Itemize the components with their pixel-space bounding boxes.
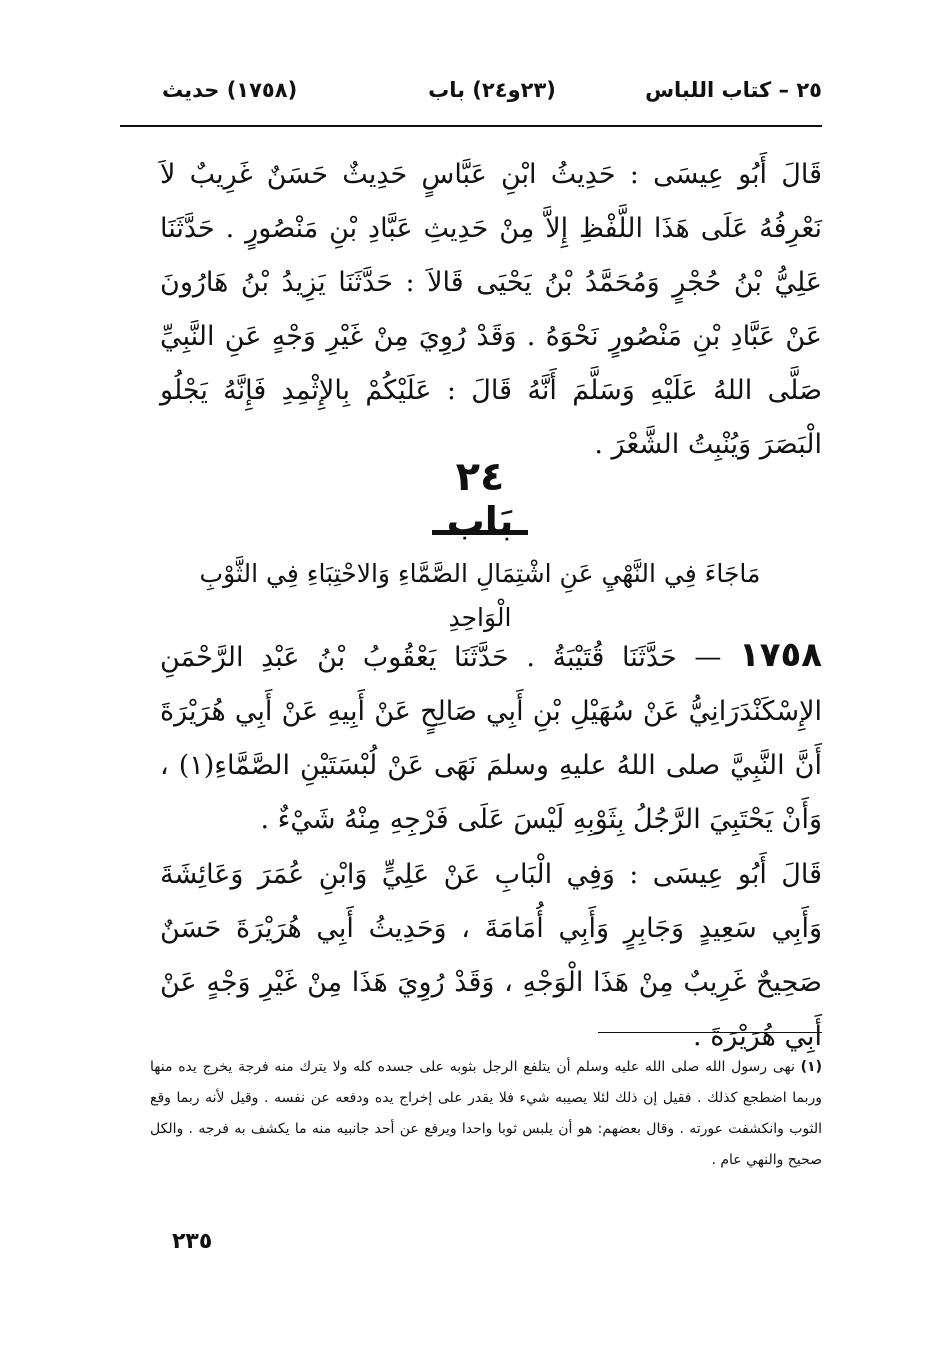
chapter-number: ٢٤ <box>455 454 505 500</box>
footnote-rule <box>598 1032 822 1033</box>
running-header <box>162 70 822 114</box>
chapter-heading-underline <box>432 530 528 535</box>
chapter-title: مَاجَاءَ فِي النَّهْيِ عَنِ اشْتِمَالِ الصَّمَّاءِ وَالاحْتِبَاءِ فِي الثَّوْبِ الْوَاحِدِ <box>199 559 761 632</box>
header-chapter-range: (٢٣و٢٤) باب <box>428 78 556 102</box>
hadith-number: ١٧٥٨ <box>738 635 822 675</box>
commentary-paragraph-2: قَالَ أَبُو عِيسَى : وَفِي الْبَابِ عَنْ عَلِيٍّ وَابْنِ عُمَرَ وَعَائِشَةَ وَأَبِي سَعِيدٍ وَجَابِرٍ وَأَبِي أُمَامَةَ ، وَحَدِيثُ أَبِي هُرَيْرَةَ حَسَنٌ صَحِيحٌ غَرِيبٌ مِنْ هَذَا الْوَجْهِ ، وَقَدْ رُوِيَ هَذَا مِنْ غَيْرِ وَجْهٍ عَنْ أَبِي هُرَيْرَةَ . <box>160 859 822 1052</box>
hadith-text: — حَدَّثَنَا قُتَيْبَةُ . حَدَّثَنَا يَعْقُوبُ بْنُ عَبْدِ الرَّحْمَنِ الإِسْكَنْدَرَانِيُّ عَنْ سُهَيْلِ بْنِ أَبِي صَالِحٍ عَنْ أَبِيهِ عَنْ أَبِي هُرَيْرَةَ أَنَّ النَّبِيَّ صلى اللهُ عليهِ وسلمَ نَهَى عَنْ لُبْسَتَيْنِ الصَّمَّاءِ(١) ، وَأَنْ يَحْتَبِيَ الرَّجُلُ بِثَوْبِهِ لَيْسَ عَلَى فَرْجِهِ مِنْهُ شَيْءٌ . <box>160 642 822 835</box>
chapter-heading-bab: بَاب <box>446 499 514 543</box>
footnote-marker: (١) <box>800 1059 822 1075</box>
header-book-title: ٢٥ – كتاب اللباس <box>645 78 822 102</box>
hadith-paragraph <box>160 628 822 847</box>
footnote <box>150 1052 822 1176</box>
footnote-text: نهى رسول الله صلى الله عليه وسلم أن يتلفع الرجل بثوبه على جسده كله ولا يترك منه فرجة يخرج يده منها وربما اضطجع كذلك . فقيل إن ذلك لئلا يصيبه شيء فلا يقدر على إخراج يده ودفعه عن نفسه . وقيل لأنه ربما وقع الثوب وانكشفت عورته . وقال بعضهم: هو أن يلبس ثوبا واحدا ويرفع عن أحد جانبيه منه ما يكشف به فرجه . والكل صحيح والنهي عام . <box>150 1059 822 1168</box>
header-rule <box>120 125 822 127</box>
commentary-paragraph-1: قَالَ أَبُو عِيسَى : حَدِيثُ ابْنِ عَبَّاسٍ حَدِيثٌ حَسَنٌ غَرِيبٌ لاَ نَعْرِفُهُ عَلَى هَذَا اللَّفْظِ إِلاَّ مِنْ حَدِيثِ عَبَّادِ بْنِ مَنْصُورٍ . حَدَّثَنَا عَلِيُّ بْنُ حُجْرٍ وَمُحَمَّدُ بْنُ يَحْيَى قَالاَ : حَدَّثَنَا يَزِيدُ بْنُ هَارُونَ عَنْ عَبَّادِ بْنِ مَنْصُورٍ نَحْوَهُ . وَقَدْ رُوِيَ مِنْ غَيْرِ وَجْهٍ عَنِ النَّبِيِّ صَلَّى اللهُ عَلَيْهِ وَسَلَّمَ أَنَّهُ قَالَ : عَلَيْكُمْ بِالإِثْمِدِ فَإِنَّهُ يَجْلُو الْبَصَرَ وَيُنْبِتُ الشَّعْرَ . <box>160 159 822 460</box>
page-number: ٢٣٥ <box>172 1229 213 1254</box>
header-hadith-range: (١٧٥٨) حديث <box>162 78 298 102</box>
